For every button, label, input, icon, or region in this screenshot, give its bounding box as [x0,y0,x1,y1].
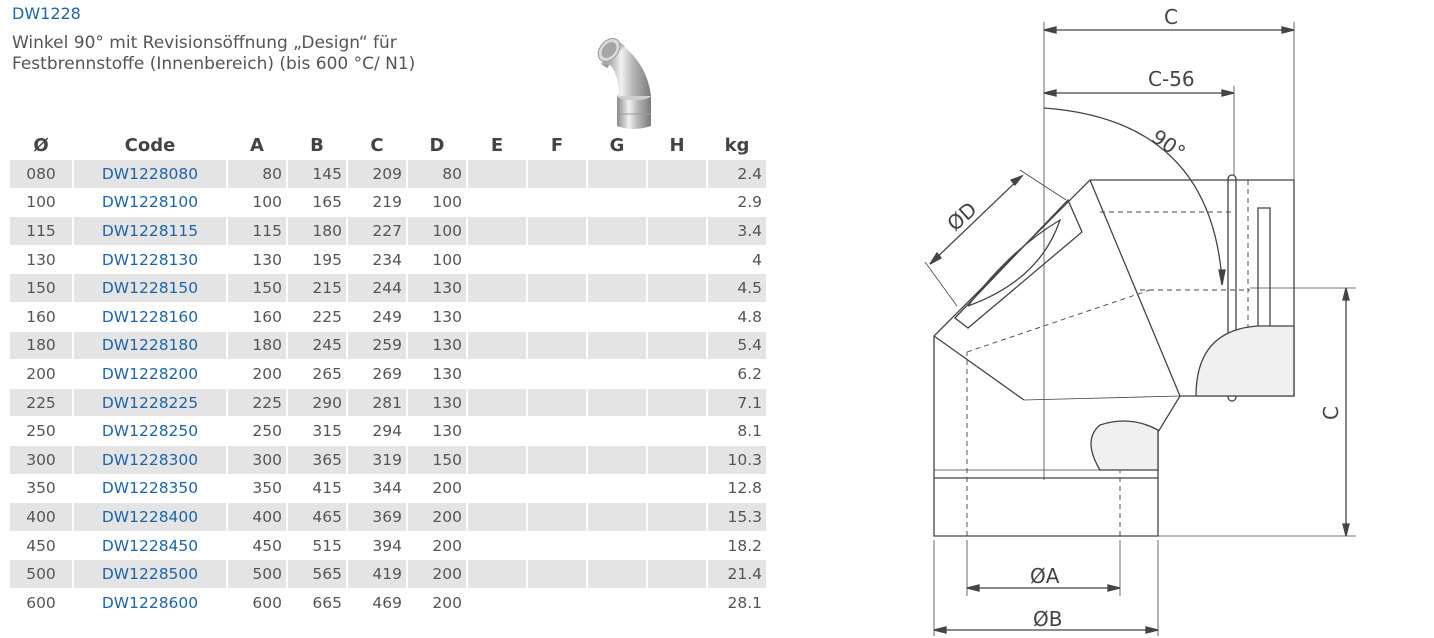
cell-code[interactable]: DW1228180 [74,332,226,361]
cell-g [588,389,646,418]
table-row [10,189,766,218]
cell-code[interactable]: DW1228115 [74,217,226,246]
cell-g [588,217,646,246]
cell-c: 259 [348,332,406,361]
cell-f [528,503,586,532]
table-header-row [10,131,766,160]
technical-drawing [900,0,1434,638]
cell-diameter: 400 [10,503,72,532]
col-header-g: G [609,135,625,156]
cell-g [588,417,646,446]
cell-diameter: 115 [10,217,72,246]
cell-g [588,560,646,589]
cell-diameter: 150 [10,274,72,303]
cell-b: 515 [288,532,346,561]
cell-h [648,589,706,618]
cell-code[interactable]: DW1228250 [74,417,226,446]
cell-f [528,360,586,389]
cell-d: 80 [408,160,466,189]
cell-b: 195 [288,246,346,275]
cell-c: 294 [348,417,406,446]
cell-b: 365 [288,446,346,475]
cell-b: 290 [288,389,346,418]
cell-code[interactable]: DW1228400 [74,503,226,532]
cell-d: 130 [408,303,466,332]
cell-g [588,303,646,332]
cell-d: 100 [408,246,466,275]
cell-c: 319 [348,446,406,475]
cell-code[interactable]: DW1228500 [74,560,226,589]
label-c56: C-56 [1148,67,1195,91]
cell-c: 281 [348,389,406,418]
cell-a: 400 [228,503,286,532]
cell-kg: 12.8 [708,475,766,504]
cell-g [588,189,646,218]
cell-kg: 4.8 [708,303,766,332]
cell-diameter: 600 [10,589,72,618]
table-row [10,217,766,246]
cell-e [468,332,526,361]
table-row [10,417,766,446]
cell-d: 200 [408,589,466,618]
cell-a: 600 [228,589,286,618]
cell-b: 180 [288,217,346,246]
cell-h [648,332,706,361]
cell-diameter: 300 [10,446,72,475]
table-row [10,532,766,561]
cell-h [648,503,706,532]
cell-g [588,532,646,561]
cell-c: 249 [348,303,406,332]
cell-a: 300 [228,446,286,475]
cell-b: 245 [288,332,346,361]
label-c-top: C [1164,5,1178,29]
cell-e [468,417,526,446]
cell-c: 344 [348,475,406,504]
cell-f [528,160,586,189]
cell-a: 200 [228,360,286,389]
cell-e [468,503,526,532]
dimension-table [8,131,768,618]
cell-a: 130 [228,246,286,275]
cell-e [468,446,526,475]
cell-f [528,332,586,361]
cell-f [528,217,586,246]
table-row [10,389,766,418]
col-header-d: D [429,135,445,156]
cell-code[interactable]: DW1228150 [74,274,226,303]
cell-d: 150 [408,446,466,475]
cell-kg: 4.5 [708,274,766,303]
cell-diameter: 450 [10,532,72,561]
cell-a: 450 [228,532,286,561]
cell-d: 130 [408,332,466,361]
cell-a: 160 [228,303,286,332]
cell-b: 415 [288,475,346,504]
cell-kg: 3.4 [708,217,766,246]
col-header-diameter: Ø [33,135,49,156]
cell-h [648,417,706,446]
cell-kg: 28.1 [708,589,766,618]
cell-c: 227 [348,217,406,246]
label-angle: 90° [1147,124,1190,165]
cell-e [468,589,526,618]
col-header-c: C [370,135,384,156]
cell-diameter: 080 [10,160,72,189]
cell-code[interactable]: DW1228160 [74,303,226,332]
cell-code[interactable]: DW1228200 [74,360,226,389]
cell-b: 265 [288,360,346,389]
cell-g [588,503,646,532]
cell-h [648,217,706,246]
cell-kg: 10.3 [708,446,766,475]
col-header-f: F [550,135,564,156]
cell-f [528,189,586,218]
cell-e [468,217,526,246]
cell-a: 80 [228,160,286,189]
cell-g [588,589,646,618]
cell-c: 219 [348,189,406,218]
cell-f [528,560,586,589]
cell-diameter: 225 [10,389,72,418]
col-header-kg: kg [724,135,750,156]
table-row [10,274,766,303]
cell-c: 244 [348,274,406,303]
cell-g [588,332,646,361]
cell-code[interactable]: DW1228350 [74,475,226,504]
label-diameter-b: ØB [1033,607,1063,631]
cell-e [468,475,526,504]
table-row [10,589,766,618]
col-header-h: H [669,135,685,156]
cell-d: 130 [408,389,466,418]
cell-h [648,360,706,389]
cell-f [528,417,586,446]
col-header-b: B [310,135,324,156]
cell-e [468,274,526,303]
cell-kg: 2.4 [708,160,766,189]
cell-diameter: 250 [10,417,72,446]
cell-kg: 2.9 [708,189,766,218]
cell-e [468,246,526,275]
label-c-right: C [1319,406,1343,420]
cell-a: 350 [228,475,286,504]
cell-a: 150 [228,274,286,303]
cell-diameter: 350 [10,475,72,504]
cell-h [648,446,706,475]
cell-g [588,475,646,504]
cell-code[interactable]: DW1228225 [74,389,226,418]
cell-c: 469 [348,589,406,618]
table-row [10,160,766,189]
col-header-e: E [490,135,504,156]
product-description: Winkel 90° mit Revisionsöffnung „Design“ für Festbrennstoffe (Innenbereich) (bis 600 °C/ N1) [12,33,416,74]
cell-kg: 5.4 [708,332,766,361]
cell-d: 200 [408,532,466,561]
table-row [10,446,766,475]
table-row [10,475,766,504]
cell-diameter: 130 [10,246,72,275]
cell-d: 100 [408,217,466,246]
cell-h [648,560,706,589]
cell-c: 419 [348,560,406,589]
col-header-code: Code [124,135,176,156]
cell-f [528,475,586,504]
cell-b: 215 [288,274,346,303]
angle-arc [1044,108,1222,280]
cell-f [528,446,586,475]
cell-b: 665 [288,589,346,618]
cell-code[interactable]: DW1228450 [74,532,226,561]
cell-kg: 4 [708,246,766,275]
cell-f [528,303,586,332]
cell-d: 200 [408,475,466,504]
cell-h [648,389,706,418]
cell-code[interactable]: DW1228100 [74,189,226,218]
label-diameter-a: ØA [1030,564,1060,588]
cell-b: 565 [288,560,346,589]
cell-code[interactable]: DW1228600 [74,589,226,618]
cell-diameter: 100 [10,189,72,218]
cell-h [648,246,706,275]
cell-a: 115 [228,217,286,246]
cell-g [588,360,646,389]
cell-kg: 21.4 [708,560,766,589]
table-row [10,303,766,332]
cell-code[interactable]: DW1228130 [74,246,226,275]
cell-g [588,446,646,475]
cell-code[interactable]: DW1228080 [74,160,226,189]
cell-b: 165 [288,189,346,218]
cell-f [528,532,586,561]
cell-b: 315 [288,417,346,446]
cell-h [648,274,706,303]
cell-diameter: 160 [10,303,72,332]
label-diameter-d: ØD [942,197,982,236]
cell-c: 209 [348,160,406,189]
cell-h [648,532,706,561]
cell-h [648,160,706,189]
cell-c: 394 [348,532,406,561]
cell-e [468,303,526,332]
product-code-title: DW1228 [12,4,81,23]
cell-a: 100 [228,189,286,218]
cell-diameter: 180 [10,332,72,361]
cell-d: 130 [408,274,466,303]
cell-kg: 6.2 [708,360,766,389]
table-row [10,360,766,389]
cell-b: 225 [288,303,346,332]
cell-kg: 18.2 [708,532,766,561]
table-row [10,503,766,532]
cell-d: 100 [408,189,466,218]
cell-g [588,246,646,275]
cell-a: 225 [228,389,286,418]
cell-f [528,246,586,275]
table-row [10,246,766,275]
cell-diameter: 200 [10,360,72,389]
cell-a: 250 [228,417,286,446]
cell-f [528,389,586,418]
table-row [10,560,766,589]
cell-f [528,274,586,303]
cell-b: 465 [288,503,346,532]
cell-kg: 7.1 [708,389,766,418]
cell-c: 269 [348,360,406,389]
cell-d: 130 [408,417,466,446]
cell-b: 145 [288,160,346,189]
cell-e [468,189,526,218]
cell-d: 200 [408,503,466,532]
cell-f [528,589,586,618]
cell-h [648,303,706,332]
cell-kg: 8.1 [708,417,766,446]
cell-e [468,389,526,418]
cell-e [468,160,526,189]
cell-e [468,360,526,389]
cell-g [588,160,646,189]
cell-c: 234 [348,246,406,275]
cell-code[interactable]: DW1228300 [74,446,226,475]
table-row [10,332,766,361]
col-header-a: A [250,135,264,156]
cell-kg: 15.3 [708,503,766,532]
cell-e [468,532,526,561]
cell-a: 180 [228,332,286,361]
cell-h [648,189,706,218]
cell-d: 130 [408,360,466,389]
cell-h [648,475,706,504]
product-photo [595,34,665,130]
cell-c: 369 [348,503,406,532]
cell-diameter: 500 [10,560,72,589]
cell-g [588,274,646,303]
cell-e [468,560,526,589]
cell-a: 500 [228,560,286,589]
cell-d: 200 [408,560,466,589]
